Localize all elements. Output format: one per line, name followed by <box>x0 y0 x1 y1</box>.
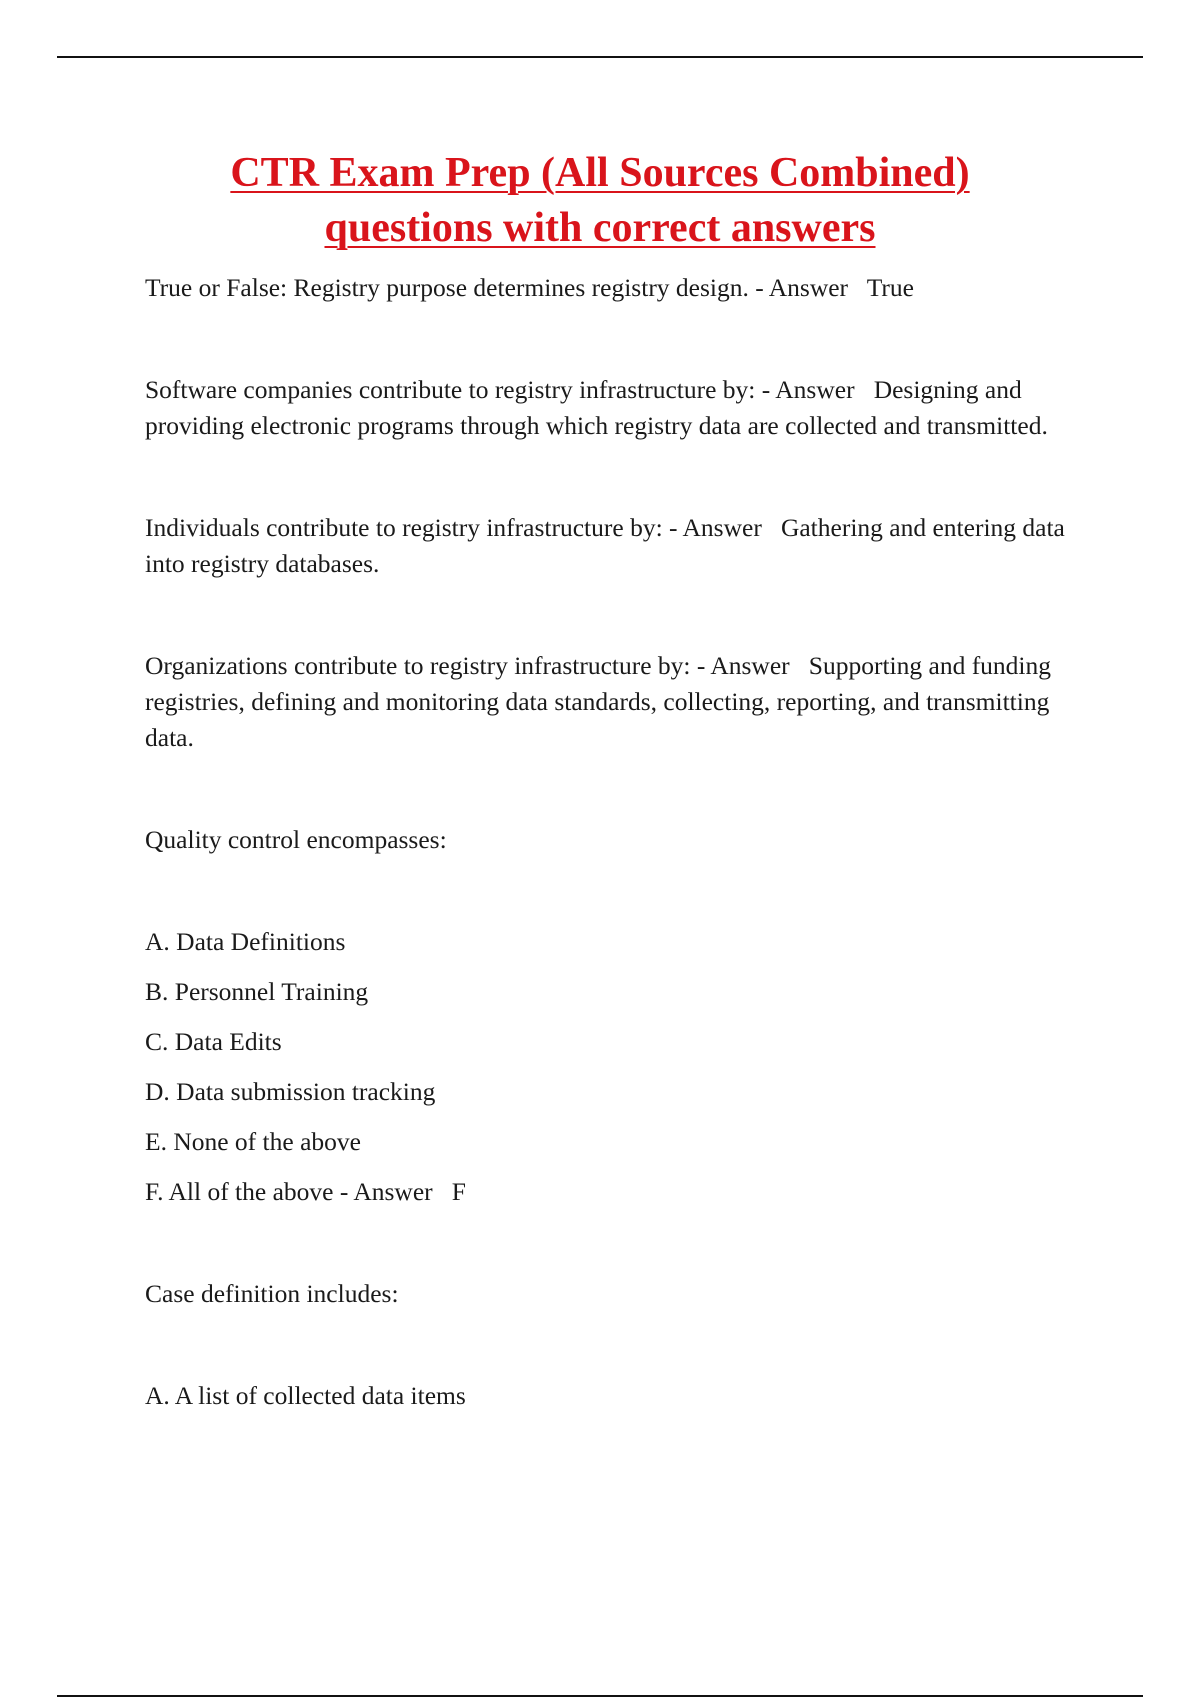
answer-text: F <box>451 1177 466 1206</box>
option-item: E. None of the above <box>145 1127 361 1156</box>
top-rule <box>57 56 1143 58</box>
document-title <box>100 146 1100 256</box>
answer-separator: - Answer <box>755 375 874 404</box>
option-item: B. Personnel Training <box>145 977 369 1006</box>
answer-separator: - Answer <box>690 651 809 680</box>
title-line-1: CTR Exam Prep (All Sources Combined) <box>230 150 970 196</box>
bottom-rule <box>57 1695 1143 1697</box>
quality-control-question: Quality control encompasses: <box>145 825 447 854</box>
option-item: D. Data submission tracking <box>145 1077 436 1106</box>
answer-text: Supporting and funding registries, defining and monitoring data standards, collecting, reporting, and transmitting data. <box>145 651 1052 752</box>
option-text: F. All of the above <box>145 1177 334 1206</box>
option-item: A. Data Definitions <box>145 927 346 956</box>
question-text: Software companies contribute to registry infrastructure by: <box>145 375 756 404</box>
option-item: C. Data Edits <box>145 1027 282 1056</box>
qa-item <box>145 510 1085 582</box>
case-definition-question: Case definition includes: <box>145 1279 399 1308</box>
question-text: Organizations contribute to registry infrastructure by: <box>145 651 691 680</box>
title-line-2: questions with correct answers <box>324 205 876 251</box>
answer-text: True <box>866 273 914 302</box>
qa-item <box>145 372 1085 444</box>
answer-text: Gathering and entering data into registry databases. <box>145 513 1065 578</box>
option-item-with-answer <box>145 1174 1085 1210</box>
question-text: Individuals contribute to registry infrastructure by: <box>145 513 663 542</box>
question-text: True or False: Registry purpose determines registry design. <box>145 273 749 302</box>
qa-item <box>145 648 1085 756</box>
qa-item <box>145 270 1085 306</box>
answer-separator: - Answer <box>333 1177 452 1206</box>
answer-separator: - Answer <box>662 513 781 542</box>
answer-text: Designing and providing electronic programs through which registry data are collected and transmitted. <box>145 375 1048 440</box>
answer-separator: - Answer <box>748 273 867 302</box>
option-item: A. A list of collected data items <box>145 1381 466 1410</box>
document-body <box>145 270 1085 1414</box>
